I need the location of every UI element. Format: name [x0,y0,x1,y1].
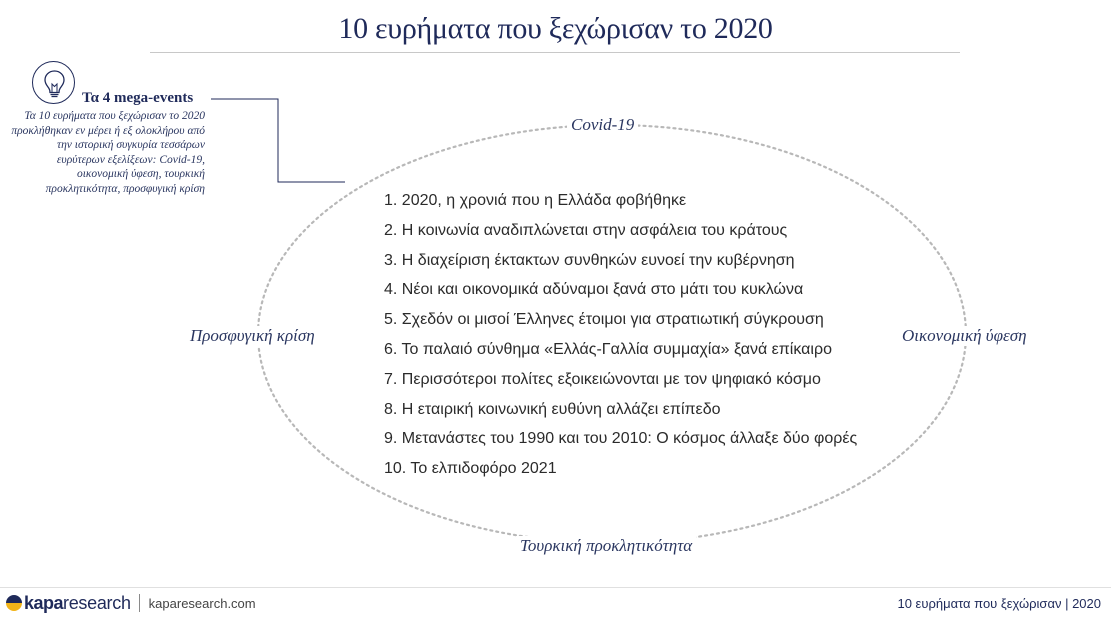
finding-item: 5. Σχεδόν οι μισοί Έλληνες έτοιμοι για στρατιωτική σύγκρουση [384,311,824,329]
footer-caption: 10 ευρήματα που ξεχώρισαν | 2020 [897,596,1101,611]
cycle-node-turkish-provocation: Τουρκική προκλητικότητα [516,536,696,556]
kapa-research-logo [6,592,256,614]
logo-wordmark-kapa: kapa [24,592,64,613]
footer-divider [0,587,1111,588]
page-title: 10 ευρήματα που ξεχώρισαν το 2020 [338,12,773,45]
finding-item: 9. Μετανάστες του 1990 και του 2010: Ο κόσμος άλλαξε δύο φορές [384,430,858,448]
finding-item: 8. Η εταιρική κοινωνική ευθύνη αλλάζει επίπεδο [384,400,721,418]
finding-item: 3. Η διαχείριση έκτακτων συνθηκών ευνοεί την κυβέρνηση [384,251,795,269]
logo-separator [139,594,140,612]
finding-item: 4. Νέοι και οικονομικά αδύναμοι ξανά στο μάτι του κυκλώνα [384,281,804,299]
logo-wordmark-research: research [63,592,131,613]
finding-item: 10. Το ελπιδοφόρο 2021 [384,460,557,478]
finding-item: 2. Η κοινωνία αναδιπλώνεται στην ασφάλεια του κράτους [384,221,788,239]
callout-text: Τα 10 ευρήματα που ξεχώρισαν το 2020 προκλήθηκαν εν μέρει ή εξ ολοκλήρου από την ιστορική συγκυρία τεσσάρων ευρύτερων εξελίξεων: Covid-19, οικονομική ύφεση, τουρκική προκλητικότητα, προσφυγική κρίση [11,110,205,195]
finding-item: 1. 2020, η χρονιά που η Ελλάδα φοβήθηκε [384,192,687,209]
finding-item: 6. Το παλαιό σύνθημα «Ελλάς-Γαλλία συμμαχία» ξανά επίκαιρο [384,340,832,358]
findings-list [384,186,857,484]
callout-title: Τα 4 mega-events [82,90,194,106]
footer-url: kaparesearch.com [148,595,256,611]
cycle-node-recession: Οικονομική ύφεση [898,326,1031,346]
cycle-node-refugee-crisis: Προσφυγική κρίση [186,326,319,346]
finding-item: 7. Περισσότεροι πολίτες εξοικειώνονται με τον ψηφιακό κόσμο [384,370,821,388]
logo-mark-icon [6,595,22,611]
cycle-node-covid: Covid-19 [567,115,638,135]
